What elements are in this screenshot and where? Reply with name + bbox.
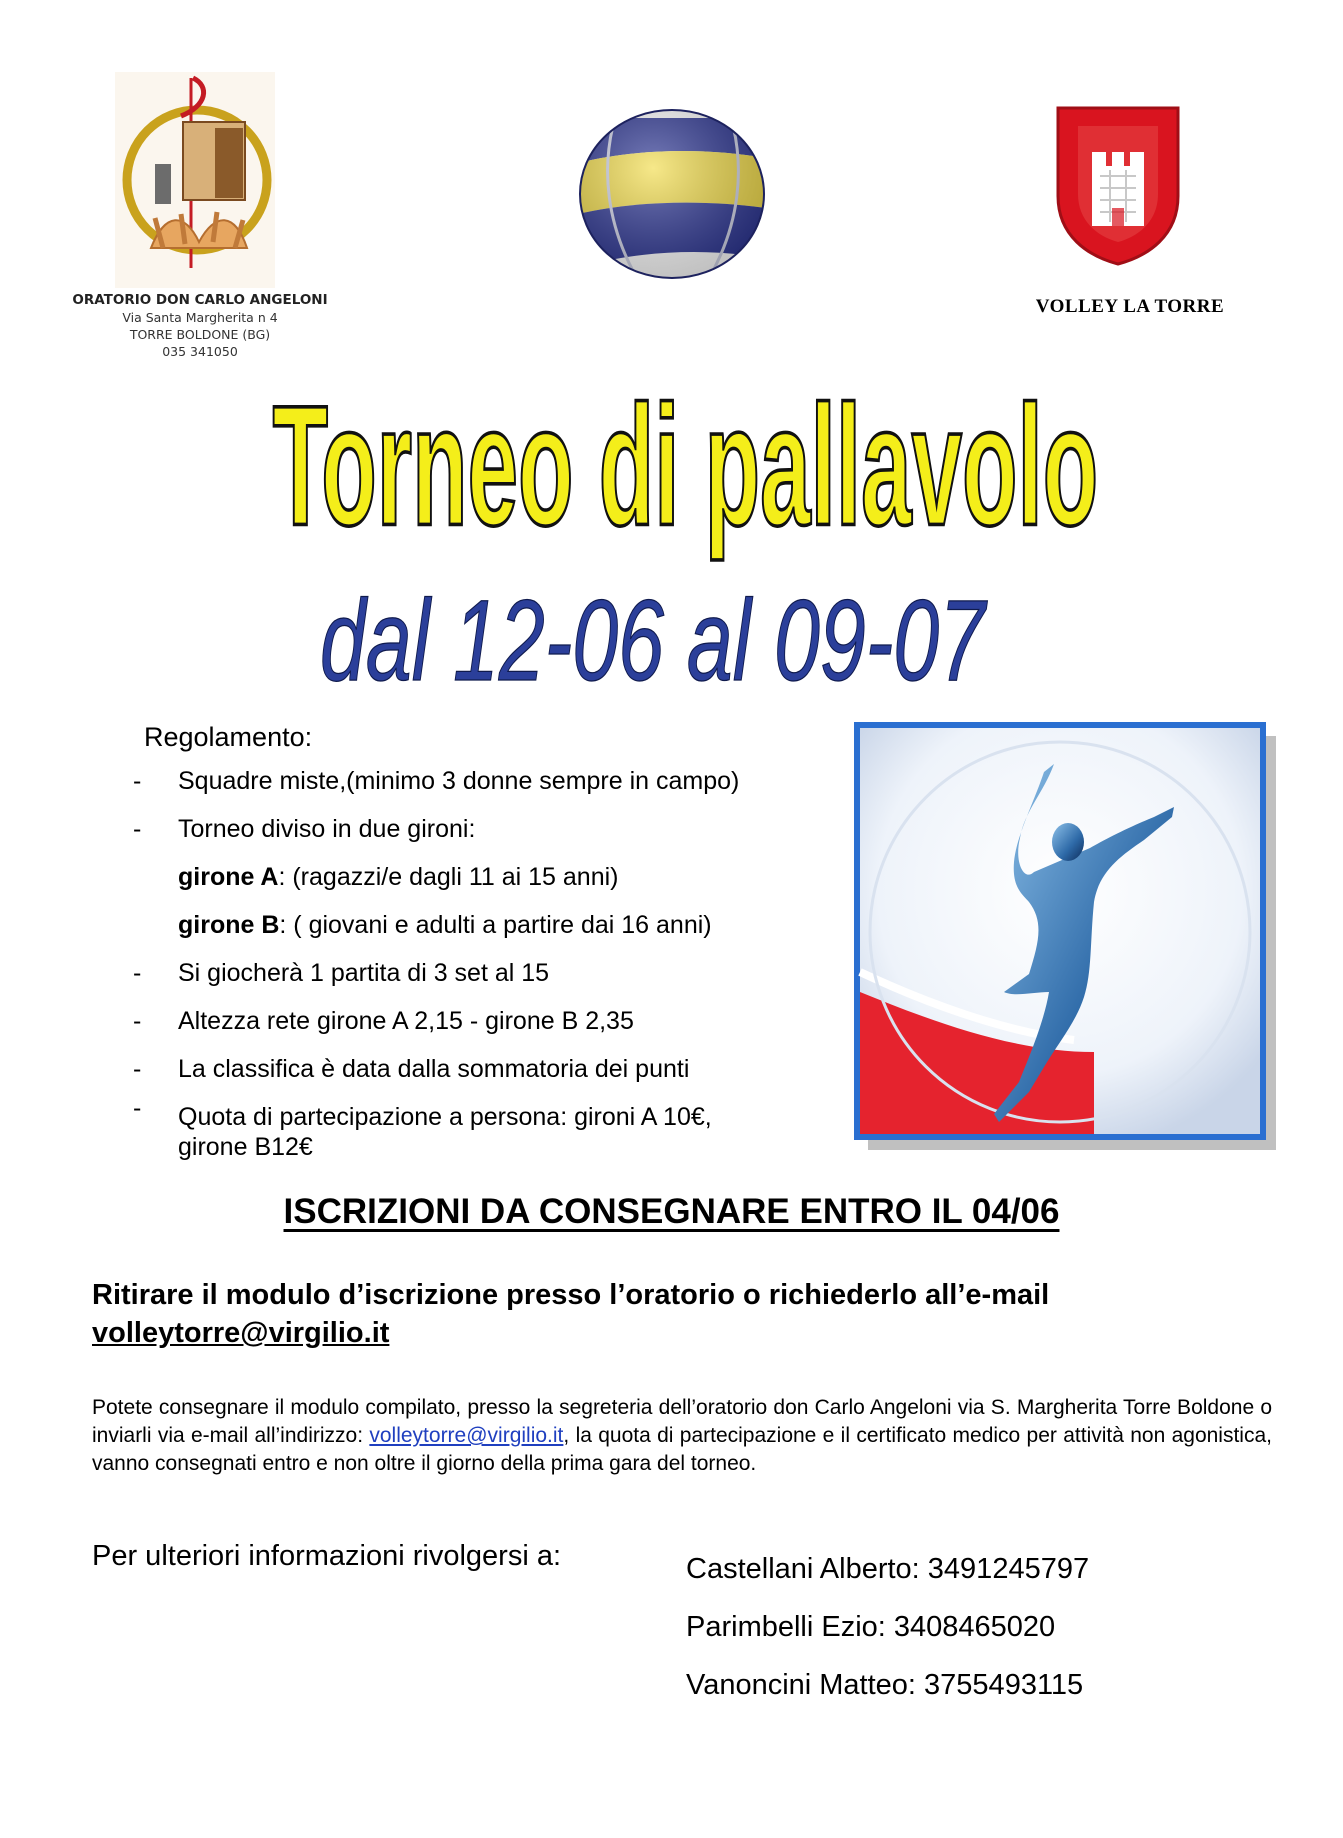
- oratorio-phone: 035 341050: [162, 344, 238, 359]
- deadline-text: ISCRIZIONI DA CONSEGNARE ENTRO IL 04/06: [283, 1192, 1060, 1231]
- rule-group-b: [128, 901, 848, 949]
- rules-list: [128, 757, 848, 1162]
- player-image: [854, 722, 1276, 1150]
- rule-text: Quota di partecipazione a persona: gironi A 10€,: [178, 1103, 712, 1131]
- club-shield-logo: [1052, 100, 1184, 268]
- rule-group-a: [128, 853, 848, 901]
- rule-text: Squadre miste,(minimo 3 donne sempre in campo): [178, 767, 740, 795]
- rule-text: La classifica è data dalla sommatoria dei punti: [178, 1055, 690, 1083]
- pickup-text: Ritirare il modulo d’iscrizione presso l’oratorio o richiederlo all’e-mail: [92, 1279, 1050, 1311]
- tournament-title: [264, 365, 1164, 565]
- paragraph-email-link[interactable]: volleytorre@virgilio.it: [369, 1424, 564, 1447]
- volleyball-image: [578, 108, 766, 280]
- contact-item: Castellani Alberto: 3491245797: [686, 1553, 1090, 1585]
- rule-item: [128, 805, 848, 853]
- rule-item: [128, 757, 848, 805]
- rule-item: [128, 949, 848, 997]
- contacts-list: [686, 1540, 1089, 1714]
- delivery-paragraph: [92, 1394, 1272, 1478]
- tournament-dates-text: dal 12-06 al 09-07: [320, 580, 989, 706]
- oratorio-logo: [115, 72, 275, 288]
- tournament-title-text: Torneo di pallavolo: [272, 370, 1099, 561]
- oratorio-info: [70, 292, 330, 360]
- rule-item: [128, 1045, 848, 1093]
- club-name: VOLLEY LA TORRE: [1035, 296, 1225, 317]
- contact-item: Vanoncini Matteo: 3755493115: [686, 1669, 1084, 1701]
- oratorio-address: Via Santa Margherita n 4: [122, 310, 278, 325]
- rules-heading: Regolamento:: [144, 722, 313, 752]
- registration-deadline: [0, 1192, 1343, 1232]
- pickup-email-link[interactable]: volleytorre@virgilio.it: [92, 1317, 390, 1349]
- group-b-label: girone B: [178, 911, 280, 939]
- contacts-label: Per ulteriori informazioni rivolgersi a:: [92, 1540, 561, 1572]
- rule-item: [128, 997, 848, 1045]
- paragraph-text-after: , la quota di partecipazione e il certificato medico per attività non agonistica, vanno consegnati entro e non oltre il giorno della prima gara del torneo.: [92, 1424, 1272, 1475]
- rule-text: Si giocherà 1 partita di 3 set al 15: [178, 959, 550, 987]
- pickup-instructions: [92, 1276, 1272, 1352]
- rule-text-continued: girone B12€: [178, 1133, 313, 1161]
- contact-item: Parimbelli Ezio: 3408465020: [686, 1611, 1056, 1643]
- group-a-label: girone A: [178, 863, 279, 891]
- group-a-text: : (ragazzi/e dagli 11 ai 15 anni): [278, 863, 619, 891]
- oratorio-city: TORRE BOLDONE (BG): [129, 327, 271, 342]
- rule-item: [128, 1093, 848, 1162]
- tournament-dates: [320, 580, 1040, 710]
- group-b-text: : ( giovani e adulti a partire dai 16 anni): [279, 911, 712, 939]
- rule-text: Altezza rete girone A 2,15 - girone B 2,35: [178, 1007, 634, 1035]
- paragraph-text-before: Potete consegnare il modulo compilato, presso la segreteria dell’oratorio don Carlo Angeloni via S. Margherita Torre Boldone o inviarli via e-mail all’indirizzo:: [92, 1396, 1272, 1447]
- rule-text: Torneo diviso in due gironi:: [178, 815, 476, 843]
- oratorio-name: ORATORIO DON CARLO ANGELONI: [72, 292, 328, 308]
